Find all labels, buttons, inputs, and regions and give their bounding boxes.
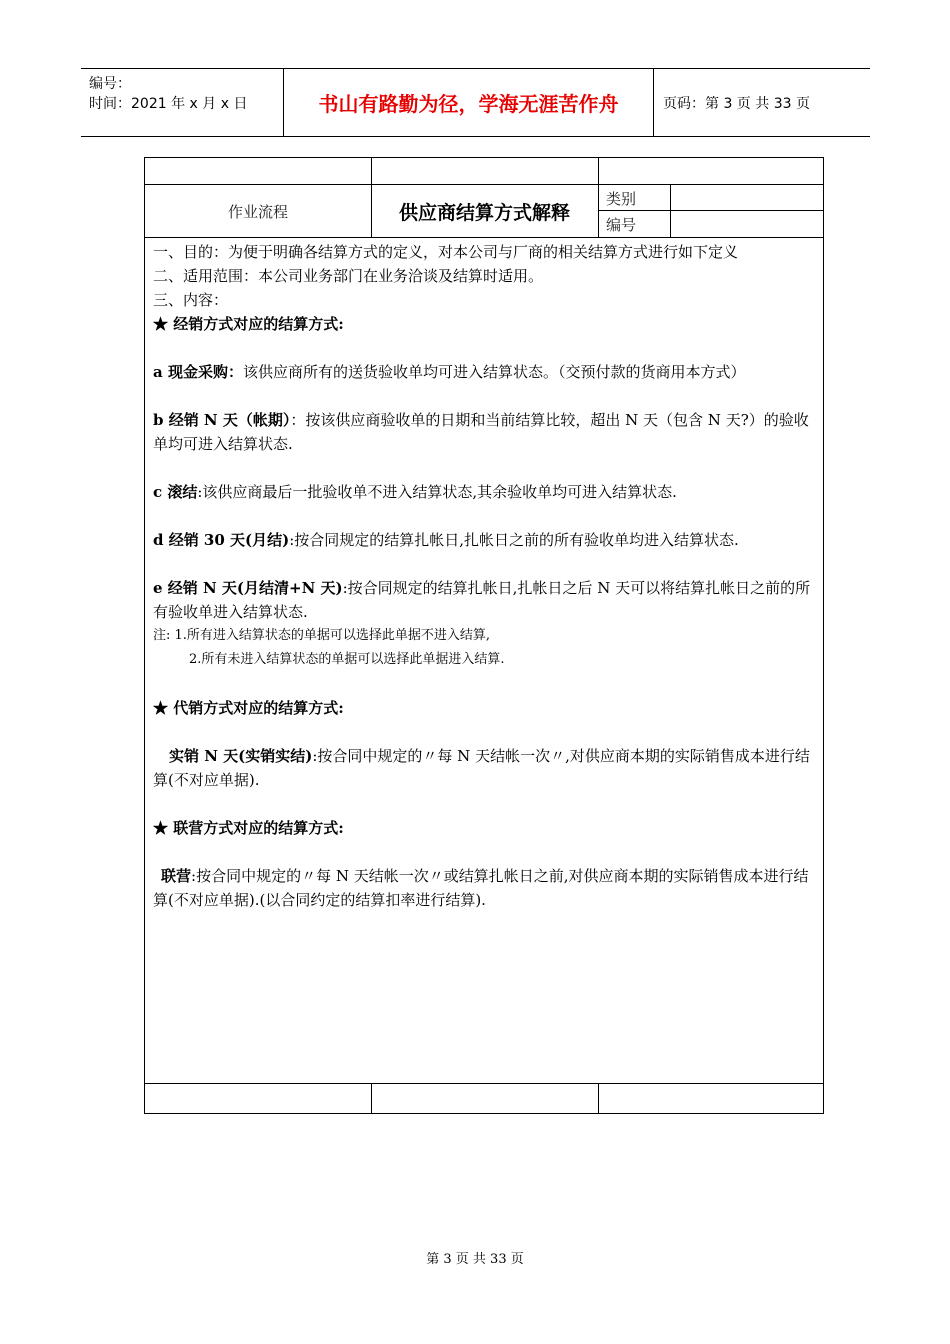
- col-divider: [598, 158, 599, 238]
- section-consignment-title: ★ 经销方式对应的结算方式:: [153, 315, 344, 333]
- item-g-label: 联营: [161, 867, 192, 885]
- content-heading: 三、内容：: [153, 291, 229, 309]
- purpose-text: 一、目的：为便于明确各结算方式的定义，对本公司与厂商的相关结算方式进行如下定义: [153, 243, 739, 261]
- section-agency-title: ★ 代销方式对应的结算方式:: [153, 699, 344, 717]
- item-d-text: :按合同规定的结算扎帐日,扎帐日之前的所有验收单均进入结算状态.: [289, 531, 739, 549]
- item-e-label: e 经销 N 天(月结清+N 天): [153, 579, 343, 597]
- item-d-label: d 经销 30 天(月结): [153, 531, 290, 549]
- item-g: [153, 864, 817, 912]
- row-divider: [145, 237, 823, 238]
- content-body: [153, 240, 817, 912]
- header-left-cell: [81, 69, 284, 136]
- form-title: 供应商结算方式解释: [398, 201, 570, 224]
- item-f: [153, 744, 817, 792]
- item-b-text: ：按该供应商验收单的日期和当前结算比较，超出 N 天（包含 N 天?）的验收单均可进入结算状态.: [153, 411, 809, 453]
- item-f-text: :按合同中规定的〃每 N 天结帐一次〃,对供应商本期的实际销售成本进行结算(不对应单据).: [153, 747, 810, 789]
- meta-divider: [598, 210, 823, 211]
- item-e-text: :按合同规定的结算扎帐日,扎帐日之后 N 天可以将结算扎帐日之前的所有验收单进入结算状态.: [153, 579, 811, 621]
- item-b-label: b 经销 N 天（帐期）: [153, 411, 291, 429]
- item-f-label: 实销 N 天(实销实结): [169, 747, 313, 765]
- col-divider: [371, 1083, 372, 1113]
- scope-text: 二、适用范围：本公司业务部门在业务洽谈及结算时适用。: [153, 267, 544, 285]
- item-d: [153, 528, 817, 552]
- section-joint-title: ★ 联营方式对应的结算方式:: [153, 819, 344, 837]
- note-2: 2.所有未进入结算状态的单据可以选择此单据进入结算.: [189, 652, 505, 667]
- item-g-text: :按合同中规定的〃每 N 天结帐一次〃或结算扎帐日之前,对供应商本期的实际销售成本进行结算(不对应单据).(以合同约定的结算扣率进行结算).: [153, 867, 809, 909]
- motto: 书山有路勤为径，学海无涯苦作舟: [284, 69, 654, 136]
- form-table: [144, 157, 824, 1114]
- col-divider: [598, 1083, 599, 1113]
- page-footer: 第 3 页 共 33 页: [426, 1252, 524, 1267]
- item-a-label: a 现金采购：: [153, 363, 243, 381]
- row-divider: [145, 1083, 823, 1084]
- item-c: [153, 480, 817, 504]
- item-c-text: :该供应商最后一批验收单不进入结算状态,其余验收单均可进入结算状态.: [197, 483, 677, 501]
- item-a: [153, 360, 817, 384]
- item-a-text: 该供应商所有的送货验收单均可进入结算状态。（交预付款的货商用本方式）: [242, 363, 746, 381]
- item-e: [153, 576, 817, 624]
- time-label: 时间：2021 年 x 月 x 日: [89, 96, 248, 112]
- item-b: [153, 408, 817, 456]
- process-label: 作业流程: [227, 202, 288, 221]
- form-number-label: 编号: [606, 216, 637, 234]
- page-header: [81, 68, 870, 137]
- category-label: 类别: [606, 190, 637, 208]
- number-label: 编号：: [89, 76, 131, 92]
- item-c-label: c 滚结: [153, 483, 198, 501]
- page-code: 页码：第 3 页 共 33 页: [663, 95, 810, 112]
- col-divider: [670, 184, 671, 238]
- note-1: 注: 1.所有进入结算状态的单据可以选择此单据不进入结算,: [153, 628, 491, 643]
